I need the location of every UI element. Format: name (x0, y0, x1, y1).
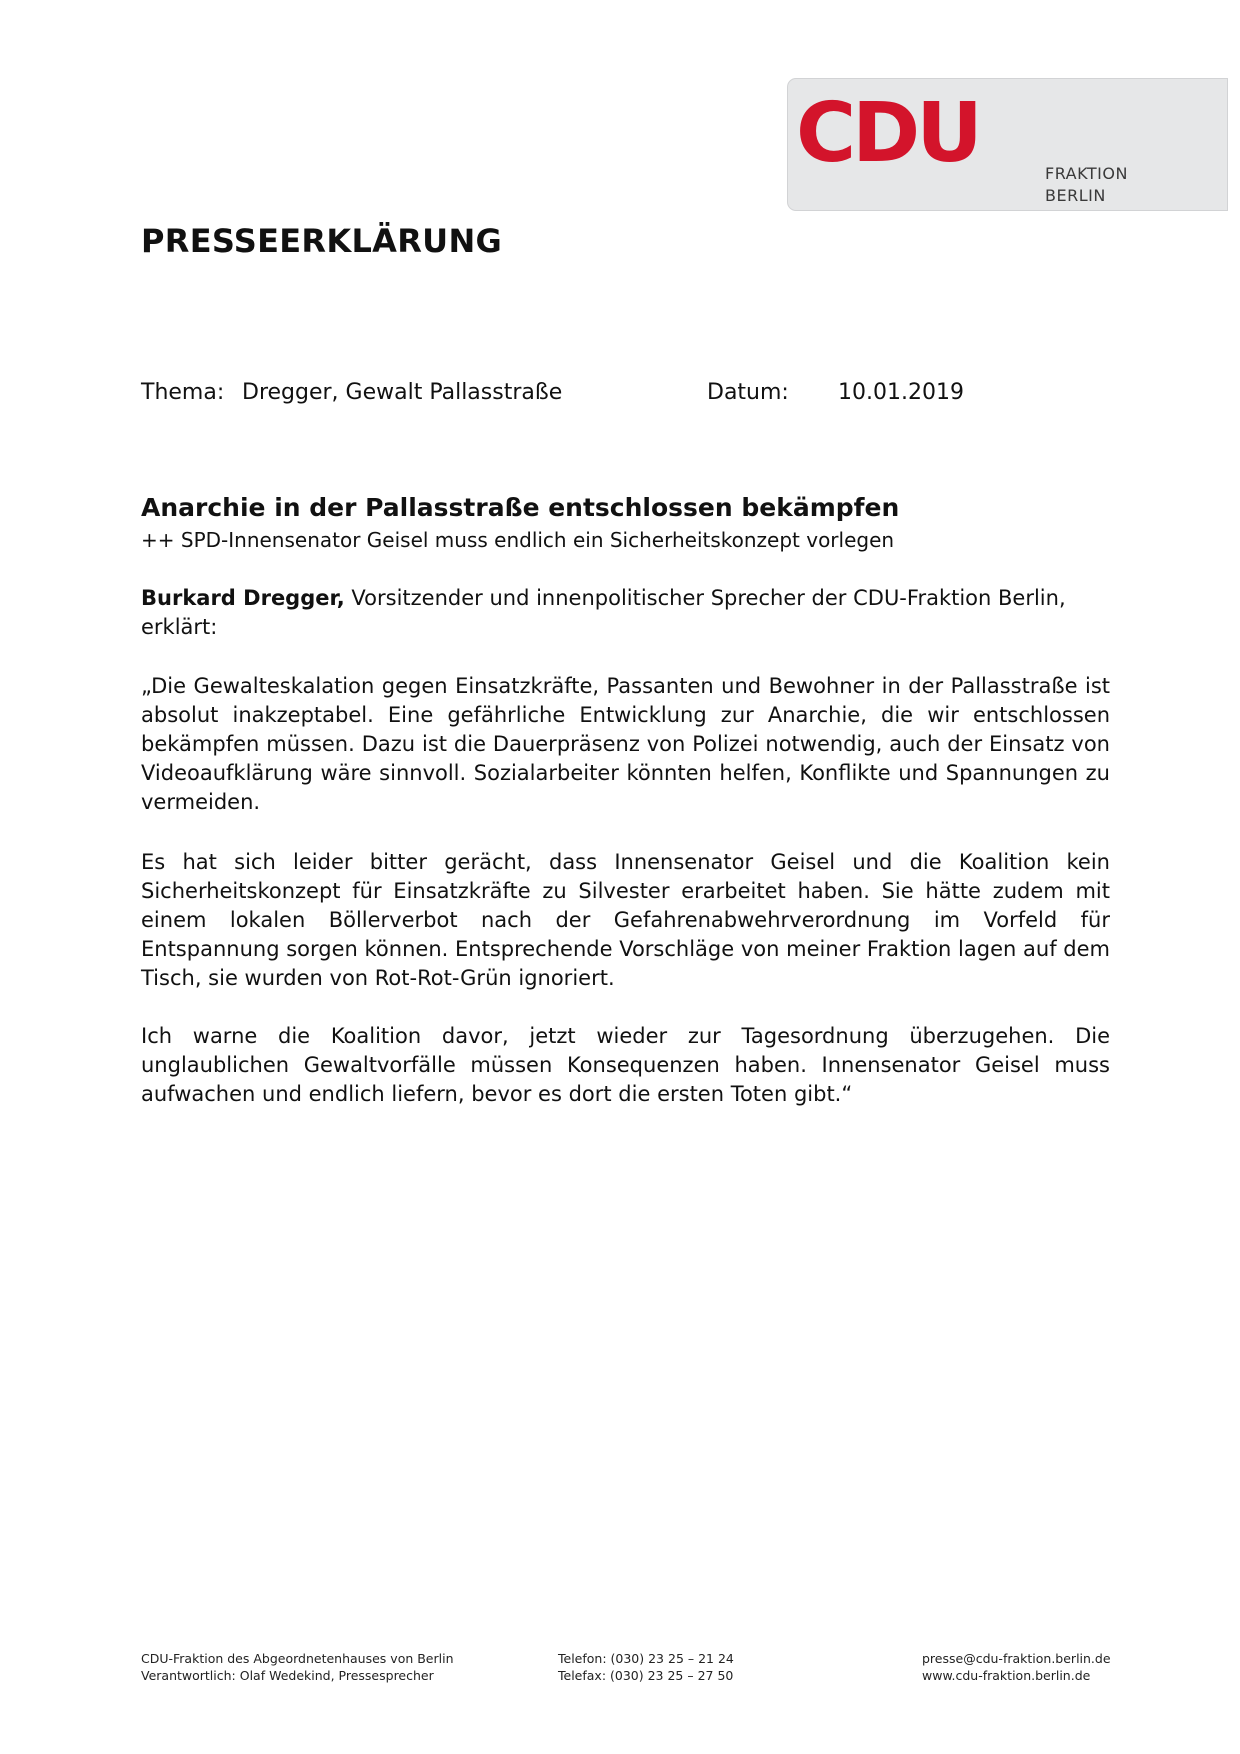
topic-value: Dregger, Gewalt Pallasstraße (242, 380, 563, 405)
footer-fax: Telefax: (030) 23 25 – 27 50 (558, 1668, 734, 1683)
document-title: PRESSEERKLÄRUNG (141, 222, 503, 260)
footer-organization (141, 1650, 454, 1684)
date-value: 10.01.2019 (838, 380, 964, 405)
press-subheadline: ++ SPD-Innensenator Geisel muss endlich ein Sicherheitskonzept vorlegen (141, 528, 895, 552)
footer-contact-online (922, 1650, 1111, 1684)
cdu-fraktion-logo (787, 78, 1228, 211)
speaker-name: Burkard Dregger, (141, 586, 345, 610)
speaker-intro (141, 584, 1110, 642)
speaker-role: Vorsitzender und innenpolitischer Sprecher der CDU-Fraktion Berlin, erklärt: (141, 586, 1066, 639)
logo-subtitle (1045, 163, 1128, 207)
date-label: Datum: (707, 380, 789, 405)
footer-website-link[interactable]: www.cdu-fraktion.berlin.de (922, 1668, 1091, 1683)
cdu-logo-wordmark: CDU (796, 86, 979, 181)
footer-phone: Telefon: (030) 23 25 – 21 24 (558, 1651, 734, 1666)
topic-label: Thema: (141, 380, 225, 405)
logo-subtitle-line2: BERLIN (1045, 186, 1106, 205)
press-headline: Anarchie in der Pallasstraße entschlossen bekämpfen (141, 493, 900, 522)
footer-email-link[interactable]: presse@cdu-fraktion.berlin.de (922, 1651, 1111, 1666)
logo-subtitle-line1: FRAKTION (1045, 164, 1128, 183)
footer-responsible: Verantwortlich: Olaf Wedekind, Pressesprecher (141, 1668, 434, 1683)
footer-org-name: CDU-Fraktion des Abgeordnetenhauses von Berlin (141, 1651, 454, 1666)
statement-paragraph-3: Ich warne die Koalition davor, jetzt wieder zur Tagesordnung überzugehen. Die unglaublichen Gewaltvorfälle müssen Konsequenzen haben. Innensenator Geisel muss aufwachen und endlich liefern, bevor es dort die ersten Toten gibt.“ (141, 1024, 1110, 1106)
footer-contact-phone (558, 1650, 734, 1684)
statement-paragraph-1: „Die Gewalteskalation gegen Einsatzkräfte, Passanten und Bewohner in der Pallasstraße ist absolut inakzeptabel. Eine gefährliche Entwicklung zur Anarchie, die wir entschlossen bekämpfen müssen. Dazu ist die Dauerpräsenz von Polizei notwendig, auch der Einsatz von Videoaufklärung wäre sinnvoll. Sozialarbeiter könnten helfen, Konflikte und Spannungen zu vermeiden. (141, 674, 1110, 814)
statement-paragraph-2: Es hat sich leider bitter gerächt, dass Innensenator Geisel und die Koalition kein Sicherheitskonzept für Einsatzkräfte zu Silvester erarbeitet haben. Sie hätte zudem mit einem lokalen Böllerverbot nach der Gefahrenabwehrverordnung im Vorfeld für Entspannung sorgen können. Entsprechende Vorschläge von meiner Fraktion lagen auf dem Tisch, sie wurden von Rot-Rot-Grün ignoriert. (141, 850, 1110, 990)
